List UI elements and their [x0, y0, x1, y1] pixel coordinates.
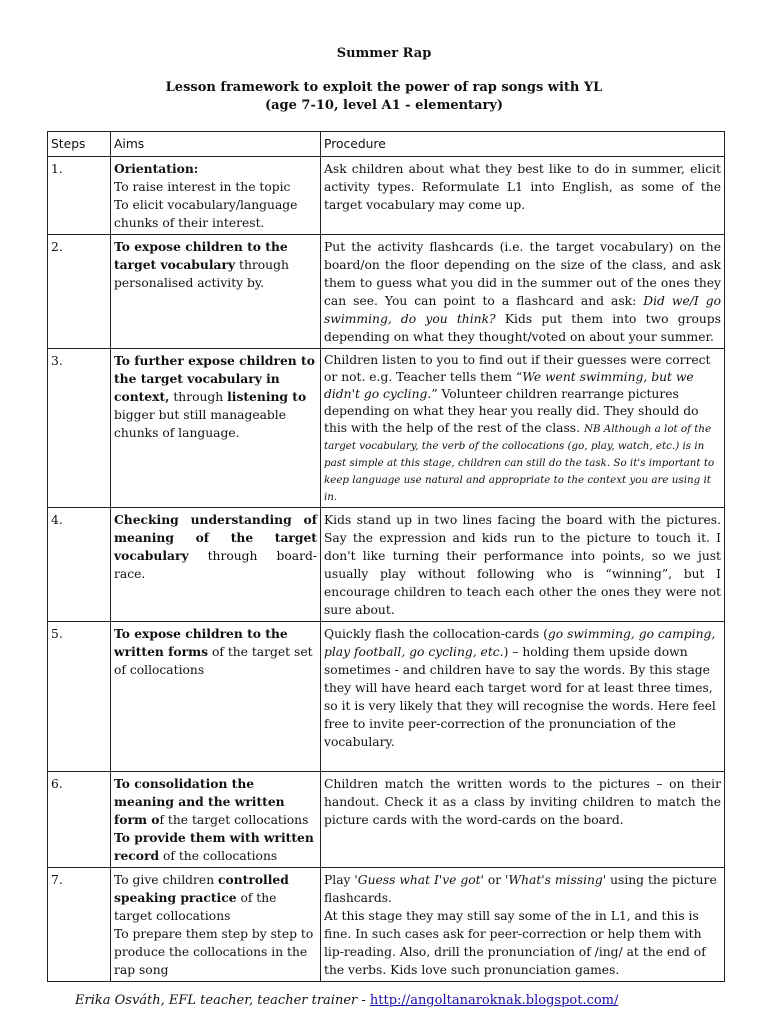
procedure-text: ” Volunteer children rearrange pictures depending on what they hear you really did. They should do this with the help of the rest of the class. [324, 387, 699, 435]
aims-text: through board-race. [114, 549, 317, 581]
aims-bold-text: To further expose children to the target vocabulary in context, [114, 353, 315, 404]
procedure-cell [321, 772, 725, 868]
procedure-cell [321, 868, 725, 982]
table-row [48, 868, 725, 982]
footer-credit [75, 993, 618, 1008]
procedure-example-question: Did we/I go swimming, do you think? [324, 294, 721, 326]
step-number: 7. [48, 868, 111, 982]
procedure-text: Children match the written words to the pictures – on their handout. Check it as a class by inviting children to match the picture cards with the word-cards on the board. [324, 777, 721, 827]
procedure-cell [321, 349, 725, 508]
blog-link[interactable]: http://angoltanaroknak.blogspot.com/ [369, 993, 619, 1008]
aims-cell [111, 349, 321, 508]
aims-bold-text: To provide them with written record [114, 830, 314, 863]
procedure-text: At this stage they may still say some of the in L1, and this is fine. In such cases ask for peer-correction or help them with lip-reading. Also, drill the pronunciation of /ing/ at the end of the verbs. Kids love such pronunciation games. [324, 909, 706, 977]
aims-bold-text: listening to [227, 389, 307, 404]
procedure-text: Ask children about what they best like to do in summer, elicit activity types. Reformulate L1 into English, as some of the target vocabulary may come up. [324, 162, 721, 212]
table-row [48, 772, 725, 868]
step-number: 5. [48, 622, 111, 772]
procedure-text: Put the activity flashcards (i.e. the target vocabulary) on the board/on the floor depending on the size of the class, and ask them to guess what you did in the summer out of the ones they can see. You can point to a flashcard and ask: [324, 240, 721, 308]
aims-text: To give children [114, 873, 219, 887]
procedure-text: Play [324, 873, 355, 887]
procedure-cell [321, 622, 725, 772]
step-number: 6. [48, 772, 111, 868]
procedure-example-sentence: We went swimming, but we didn't go cycling. [324, 370, 694, 401]
game-name: 'What's missing' [505, 873, 607, 887]
header-steps: Steps [48, 132, 111, 157]
aims-text: To raise interest in the topic [114, 180, 291, 194]
step-number: 3. [48, 349, 111, 508]
procedure-text: using the picture flashcards. [324, 873, 717, 905]
table-row [48, 508, 725, 622]
author-credit: Erika Osváth, EFL teacher, teacher trainer - [75, 993, 370, 1008]
procedure-text: Kids put them into two groups depending on what they thought/voted on about your summer. [324, 312, 721, 344]
aims-cell [111, 157, 321, 235]
aims-text: To elicit vocabulary/language chunks of their interest. [114, 198, 298, 230]
procedure-cell [321, 235, 725, 349]
procedure-text: Quickly flash the collocation-cards ( [324, 627, 548, 641]
step-number: 1. [48, 157, 111, 235]
step-number: 2. [48, 235, 111, 349]
aims-cell [111, 235, 321, 349]
table-row [48, 349, 725, 508]
table-row [48, 157, 725, 235]
game-name: 'Guess what I've got' [354, 873, 484, 887]
document-title: Summer Rap [336, 46, 432, 61]
header-procedure: Procedure [321, 132, 725, 157]
aims-bold-text: To consolidation the meaning and the written form o [114, 776, 285, 827]
table-row [48, 622, 725, 772]
aims-text: through personalised activity by. [114, 258, 289, 290]
aims-bold-text: To expose children to the target vocabulary [114, 239, 288, 272]
aims-text: of the collocations [159, 849, 278, 863]
table-row [48, 235, 725, 349]
procedure-text: or [483, 873, 506, 887]
aims-text: bigger but still manageable chunks of language. [114, 408, 287, 440]
aims-cell [111, 622, 321, 772]
aims-cell [111, 772, 321, 868]
procedure-collocations: go swimming, go camping, play football, go cycling, etc. [324, 627, 716, 659]
aims-cell [111, 508, 321, 622]
procedure-cell [321, 508, 725, 622]
aims-text: To prepare them step by step to produce the collocations in the rap song [114, 927, 314, 977]
aims-bold-text: controlled speaking practice [114, 872, 289, 905]
procedure-text: ) – holding them upside down sometimes - and children have to say the words. By this stage they will have heard each target word for at least three times, so it is very likely that they will recognise the words. Here feel free to invite peer-correction of the pronunciation of the vocabulary. [324, 645, 716, 749]
procedure-note: NB Although a lot of the target vocabulary, the verb of the collocations (go, play, watch, etc.) is in past simple at this stage, children can still do the task. So it's important to keep language use natural and appropriate to the context you are using it in. [324, 423, 715, 503]
lesson-framework-table [47, 131, 725, 982]
header-aims: Aims [111, 132, 321, 157]
procedure-text: Kids stand up in two lines facing the board with the pictures. Say the expression and kids run to the picture to touch it. I don't like turning their performance into points, so we just usually play without following who is “winning”, but I encourage children to teach each other the ones they were not sure about. [324, 513, 721, 617]
document-subtitle: Lesson framework to exploit the power of rap songs with YL [165, 80, 603, 95]
aims-heading: Orientation: [114, 161, 199, 176]
procedure-text: Children listen to you to find out if their guesses were correct or not. e.g. Teacher tells them “ [324, 353, 711, 384]
aims-text: f the target collocations [159, 813, 309, 827]
step-number: 4. [48, 508, 111, 622]
aims-text: through [169, 390, 228, 404]
document-subtitle-age-level: (age 7-10, level A1 - elementary) [264, 98, 504, 113]
aims-text: of the target collocations [114, 891, 277, 923]
table-header-row [48, 132, 725, 157]
aims-bold-text: To expose children to the written forms [114, 626, 288, 659]
aims-bold-text: Checking understanding of meaning of the target vocabulary [114, 512, 317, 563]
aims-cell [111, 868, 321, 982]
procedure-cell [321, 157, 725, 235]
aims-text: of the target set of collocations [114, 645, 313, 677]
